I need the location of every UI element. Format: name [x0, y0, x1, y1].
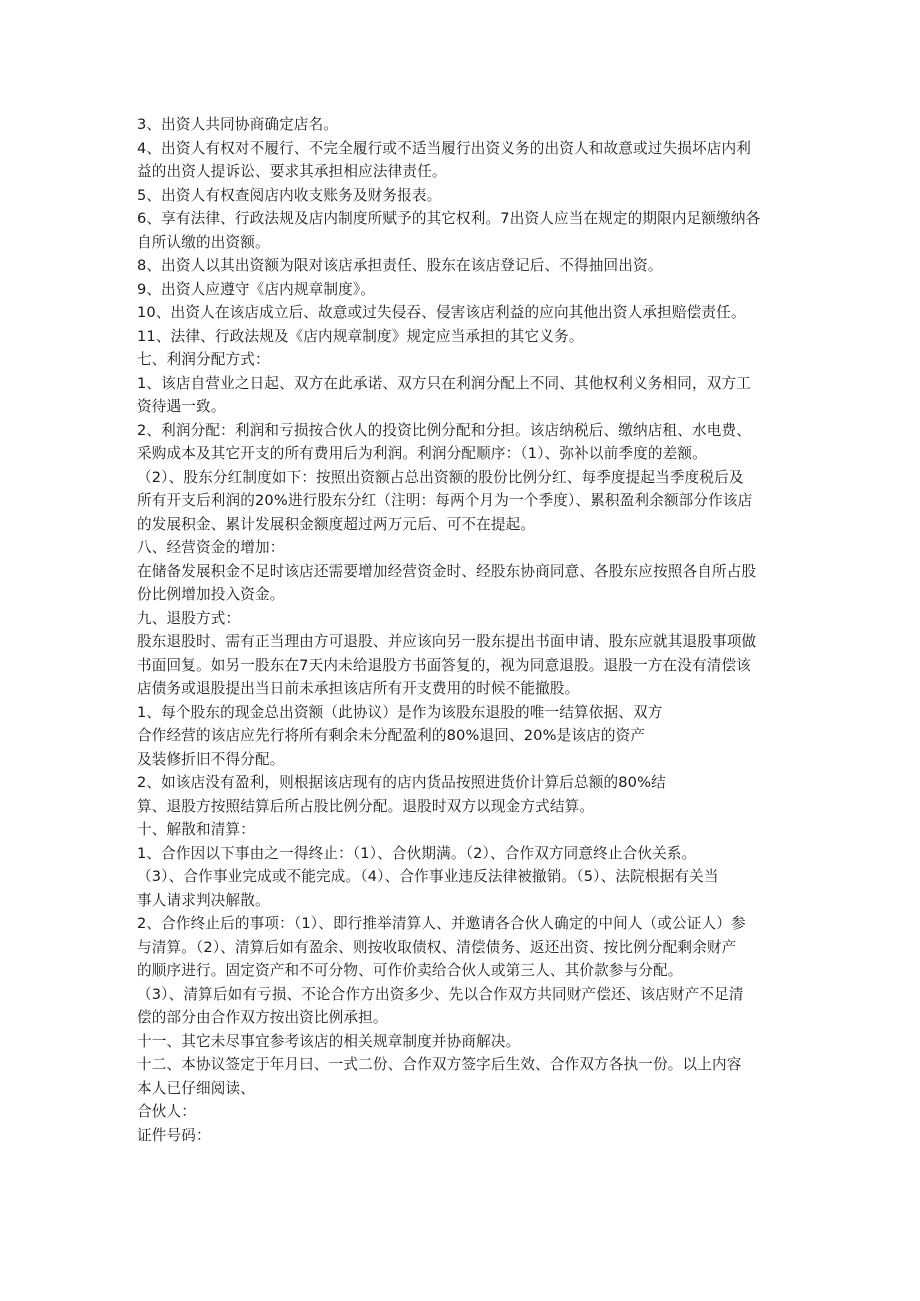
text-line: 偿的部分由合作双方按出资比例承担。: [137, 1009, 388, 1026]
text-line: 5、出资人有权查阅店内收支账务及财务报表。: [137, 186, 442, 204]
text-line: 2、合作终止后的事项：（1）、即行推举清算人、并邀请各合伙人确定的中间人（或公证人）参: [137, 915, 746, 932]
signature-label: 合伙人：: [137, 1103, 196, 1120]
text-line: 采购成本及其它开支的所有费用后为利润。利润分配顺序：（1）、弥补以前季度的差额。: [137, 445, 707, 462]
section-heading: 七、利润分配方式：: [137, 351, 270, 368]
text-line: 1、每个股东的现金总出资额（此协议）是作为该股东退股的唯一结算依据、双方: [137, 703, 663, 721]
text-line: 与清算。（2）、清算后如有盈余、则按收取债权、清偿债务、返还出资、按比例分配剩余财产: [137, 938, 737, 956]
text-line: 店债务或退股提出当日前未承担该店所有开支费用的时候不能撤股。: [137, 680, 580, 697]
text-line: 合作经营的该店应先行将所有剩余未分配盈利的80%退回、20%是该店的资产: [137, 727, 646, 744]
text-line: 2、利润分配：利润和亏损按合伙人的投资比例分配和分担。该店纳税后、缴纳店租、水电费、: [137, 421, 751, 439]
text-line: 在储备发展积金不足时该店还需要增加经营资金时、经股东协商同意、各股东应按照各自所占股: [137, 562, 757, 580]
text-line: 10、出资人在该店成立后、故意或过失侵吞、侵害该店利益的应向其他出资人承担赔偿责任。: [137, 304, 746, 321]
text-line: 书面回复。如另一股东在7天内未给退股方书面答复的，视为同意退股。退股一方在没有清偿该: [137, 656, 751, 674]
text-line: （3）、清算后如有亏损、不论合作方出资多少、先以合作双方共同财产偿还、该店财产不足清: [137, 985, 744, 1003]
section-heading: 九、退股方式：: [137, 609, 241, 627]
text-line: 事人请求判决解散。: [137, 891, 270, 909]
text-line: 份比例增加投入资金。: [137, 586, 285, 603]
text-line: 11、法律、行政法规及《店内规章制度》规定应当承担的其它义务。: [137, 327, 584, 345]
text-line: 益的出资人提诉讼、要求其承担相应法律责任。: [137, 163, 447, 180]
text-line: （2）、股东分红制度如下：按照出资额占总出资额的股份比例分红、每季度提起当季度税后及: [137, 468, 744, 486]
id-number-label: 证件号码：: [137, 1126, 211, 1144]
text-line: 4、出资人有权对不履行、不完全履行或不适当履行出资义务的出资人和故意或过失损坏店内利: [137, 139, 751, 157]
text-line: 2、如该店没有盈利，则根据该店现有的店内货品按照进货价计算后总额的80%结: [137, 774, 666, 791]
text-line: （3）、合作事业完成或不能完成。（4）、合作事业违反法律被撤销。（5）、法院根据有关当: [137, 868, 719, 885]
text-line: 本人已仔细阅读、: [137, 1079, 255, 1097]
text-line: 6、享有法律、行政法规及店内制度所赋予的其它权利。7出资人应当在规定的期限内足额缴纳各: [137, 210, 761, 227]
text-line: 资待遇一致。: [137, 398, 226, 415]
text-line: 9、出资人应遵守《店内规章制度》。: [137, 280, 376, 298]
text-line: 所有开支后利润的20%进行股东分红（注明：每两个月为一个季度）、累积盈利余额部分作该店: [137, 492, 753, 509]
text-line: 十一、其它未尽事宜参考该店的相关规章制度并协商解决。: [137, 1032, 521, 1050]
text-line: 3、出资人共同协商确定店名。: [137, 116, 339, 133]
text-line: 算、退股方按照结算后所占股比例分配。退股时双方以现金方式结算。: [137, 797, 595, 815]
text-line: 股东退股时、需有正当理由方可退股、并应该向另一股东提出书面申请、股东应就其退股事项做: [137, 633, 757, 650]
text-line: 自所认缴的出资额。: [137, 233, 270, 251]
document-body: [137, 113, 797, 1147]
text-line: 及装修折旧不得分配。: [137, 750, 285, 768]
text-line: 1、该店自营业之日起、双方在此承诺、双方只在利润分配上不同、其他权利义务相同，双方工: [137, 374, 751, 392]
text-line: 的顺序进行。固定资产和不可分物、可作价卖给合伙人或第三人、其价款参与分配。: [137, 962, 683, 979]
text-line: 1、合作因以下事由之一得终止：（1）、合伙期满。（2）、合作双方同意终止合伙关系。: [137, 844, 697, 862]
section-heading: 八、经营资金的增加：: [137, 539, 285, 556]
text-line: 的发展积金、累计发展积金额度超过两万元后、可不在提起。: [137, 515, 536, 533]
section-heading: 十、解散和清算：: [137, 821, 255, 838]
text-line: 十二、本协议签定于年月曰、一式二份、合作双方签字后生效、合作双方各执一份。以上内容: [137, 1056, 742, 1073]
text-line: 8、出资人以其出资额为限对该店承担责任、股东在该店登记后、不得抽回出资。: [137, 257, 663, 274]
